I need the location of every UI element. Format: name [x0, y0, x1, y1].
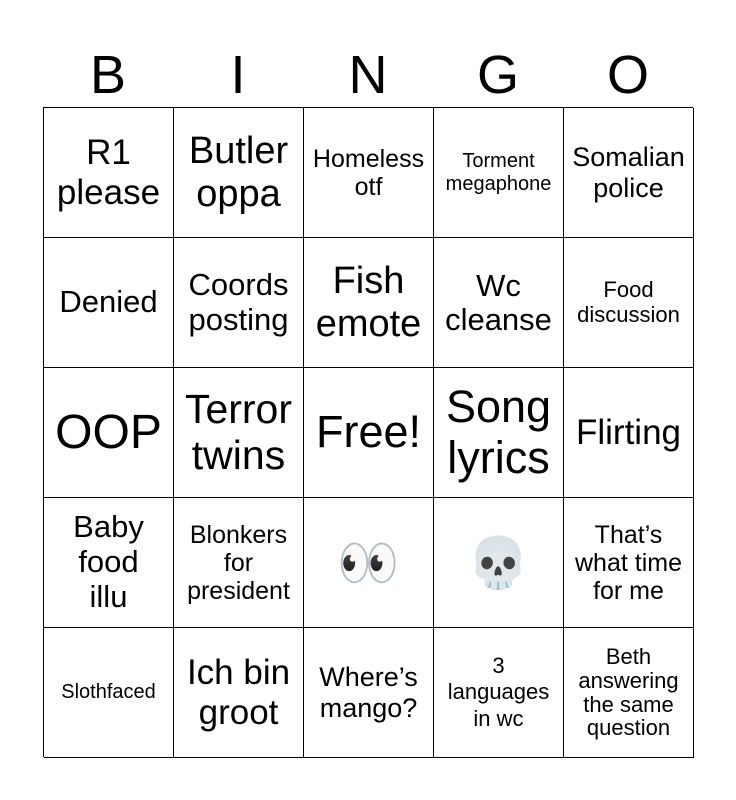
bingo-cell-r2-c5[interactable] [564, 238, 694, 368]
header-letter-i: I [230, 45, 246, 105]
bingo-cell-r2-c3[interactable] [304, 238, 434, 368]
bingo-cell-r1-c1[interactable] [44, 108, 174, 238]
bingo-cell-r5-c4[interactable] [434, 628, 564, 758]
header-letter-b: B [89, 45, 127, 105]
cell-label: Fish emote [315, 259, 422, 345]
bingo-cell-r1-c4[interactable] [434, 108, 564, 238]
bingo-cell-r3-c3[interactable] [304, 368, 434, 498]
bingo-cell-r4-c3[interactable] [304, 498, 434, 628]
cell-label: Where’s mango? [319, 662, 418, 723]
cell-label: Butler oppa [188, 129, 289, 215]
bingo-cell-r4-c1[interactable] [44, 498, 174, 628]
cell-label: That’s what time for me [575, 520, 682, 605]
cell-label: Somalian police [572, 142, 685, 203]
cell-label: OOP [55, 405, 162, 459]
cell-label: Torment megaphone [445, 150, 552, 195]
cell-label: Blonkers for president [187, 520, 290, 605]
bingo-cell-r3-c4[interactable] [434, 368, 564, 498]
bingo-cell-r4-c5[interactable] [564, 498, 694, 628]
cell-label: Beth answering the same question [578, 644, 679, 741]
bingo-cell-r5-c2[interactable] [174, 628, 304, 758]
bingo-cell-r5-c5[interactable] [564, 628, 694, 758]
cell-label: Wc cleanse [445, 268, 552, 337]
bingo-cell-r2-c4[interactable] [434, 238, 564, 368]
header-letter-g: G [476, 45, 519, 105]
skull-icon: 💀 [467, 534, 530, 591]
cell-label: Baby food illu [73, 509, 144, 614]
bingo-cell-r1-c2[interactable] [174, 108, 304, 238]
bingo-board [43, 107, 693, 757]
bingo-cell-r3-c1[interactable] [44, 368, 174, 498]
eyes-icon: 👀 [337, 534, 400, 591]
bingo-cell-r1-c5[interactable] [564, 108, 694, 238]
cell-label: Food discussion [577, 276, 680, 327]
cell-label: Slothfaced [61, 681, 156, 704]
cell-label: Free! [315, 406, 422, 458]
bingo-cell-r3-c2[interactable] [174, 368, 304, 498]
bingo-cell-r1-c3[interactable] [304, 108, 434, 238]
cell-label: Flirting [575, 412, 682, 452]
bingo-cell-r5-c1[interactable] [44, 628, 174, 758]
cell-label: 3 languages in wc [447, 652, 550, 731]
bingo-header [43, 42, 693, 108]
header-letter-n: N [348, 45, 388, 105]
cell-label: R1 please [56, 133, 161, 212]
bingo-cell-r3-c5[interactable] [564, 368, 694, 498]
header-letter-o: O [606, 45, 649, 105]
cell-label: Song lyrics [445, 381, 552, 483]
cell-label: Coords posting [188, 266, 289, 337]
bingo-cell-r4-c4[interactable] [434, 498, 564, 628]
bingo-cell-r2-c1[interactable] [44, 238, 174, 368]
bingo-cell-r4-c2[interactable] [174, 498, 304, 628]
cell-label: Denied [59, 284, 158, 320]
bingo-cell-r5-c3[interactable] [304, 628, 434, 758]
bingo-cell-r2-c2[interactable] [174, 238, 304, 368]
cell-label: Terror twins [184, 385, 293, 478]
cell-label: Homeless otf [312, 144, 425, 201]
cell-label: Ich bin groot [186, 653, 291, 732]
